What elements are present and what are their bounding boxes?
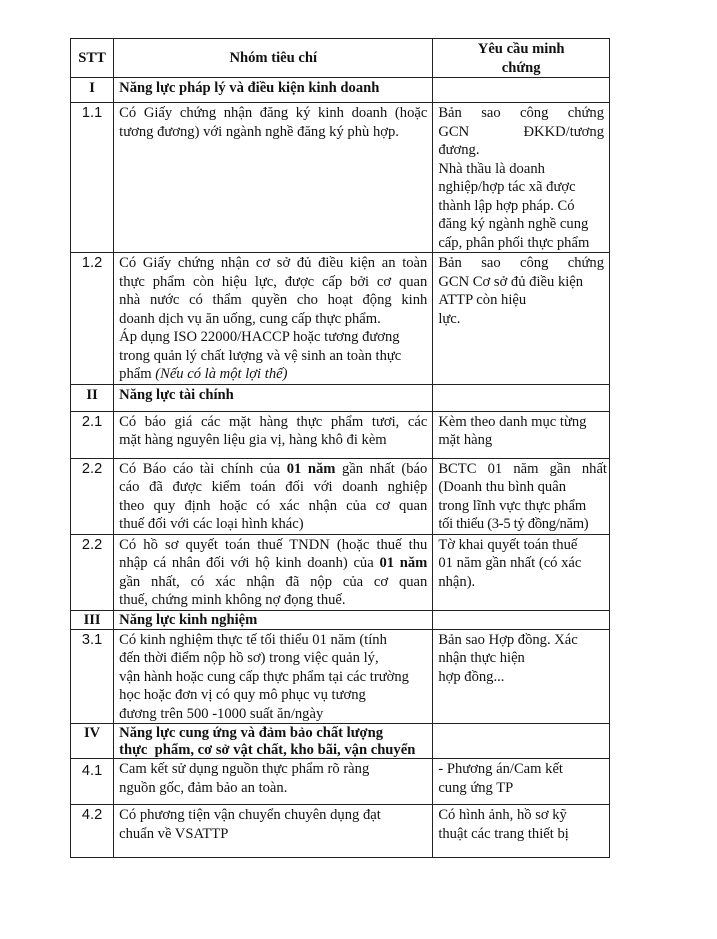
criteria-line: gần nhất, có xác nhận đã nộp của cơ quan — [119, 573, 428, 590]
row-stt: 2.2 — [71, 458, 114, 534]
evidence-line: Có hình ảnh, hồ sơ kỹ — [438, 807, 567, 823]
criteria-line: đến thời điểm nộp hồ sơ) trong việc quản lý, — [119, 650, 379, 666]
table-row — [71, 759, 610, 805]
row-criteria — [114, 458, 433, 534]
row-criteria — [114, 411, 433, 458]
table-row — [71, 534, 610, 610]
evidence-line: hợp đồng... — [438, 668, 505, 685]
row-evidence — [433, 458, 610, 534]
row-criteria — [114, 253, 433, 385]
evidence-line: GCN ĐKKD/tương — [438, 123, 604, 140]
criteria-line: doanh dịch vụ ăn uống, cung cấp thực phẩm. — [119, 310, 381, 327]
criteria-text: Có Báo cáo tài chính của — [119, 460, 287, 477]
evidence-line: nhận). — [438, 573, 476, 590]
row-evidence — [433, 103, 610, 253]
criteria-line: Có kinh nghiệm thực tế tối thiểu 01 năm (tính — [119, 631, 387, 648]
row-stt: 4.2 — [71, 805, 114, 858]
header-group: Nhóm tiêu chí — [114, 39, 433, 78]
section-empty-cell — [433, 724, 610, 759]
criteria-line: thực phẩm còn hiệu lực, được cấp bởi cơ quan — [119, 273, 428, 290]
criteria-line: học hoặc đơn vị có quy mô phục vụ tương — [119, 687, 366, 703]
row-criteria — [114, 103, 433, 253]
criteria-line — [119, 365, 427, 384]
evidence-line: cấp, phân phối thực phẩm — [438, 234, 590, 251]
evidence-line: ATTP còn hiệu — [438, 292, 527, 308]
row-stt: 1.1 — [71, 103, 114, 253]
table-row — [71, 411, 610, 458]
criteria-line: Có Giấy chứng nhận đăng ký kinh doanh (hoặc — [119, 105, 428, 121]
criteria-text: phẩm — [119, 366, 156, 382]
row-stt: 2.1 — [71, 411, 114, 458]
header-requirement — [433, 39, 610, 78]
row-criteria — [114, 759, 433, 805]
section-row — [71, 384, 610, 411]
criteria-line: nguồn gốc, đảm bảo an toàn. — [119, 779, 288, 796]
criteria-line — [119, 554, 427, 573]
criteria-line: Có Giấy chứng nhận cơ sở đủ điều kiện an toàn — [119, 255, 428, 271]
section-title: Năng lực tài chính — [114, 384, 433, 411]
row-criteria — [114, 805, 433, 858]
evidence-line: Bản sao công chứng — [438, 255, 604, 271]
row-stt: 3.1 — [71, 629, 114, 724]
evidence-line: nhận thực hiện — [438, 650, 525, 666]
criteria-line: mặt hàng nguyên liệu gia vị, hàng khô đi kèm — [119, 432, 387, 448]
evidence-line: GCN Cơ sở đủ điều kiện — [438, 273, 584, 290]
section-id: III — [71, 610, 114, 629]
criteria-line: Có báo giá các mặt hàng thực phẩm tươi, các — [119, 413, 428, 430]
evidence-line: tối thiểu (3-5 tỷ đồng/năm) — [438, 516, 589, 532]
criteria-line: cáo đã được kiểm toán đối với doanh nghiệp — [119, 479, 428, 495]
criteria-line: theo quy định hoặc có xác nhận của cơ quan — [119, 497, 428, 514]
section-id: I — [71, 78, 114, 103]
criteria-line: nhà nước có thẩm quyền cho hoạt động kinh — [119, 292, 428, 308]
table-row — [71, 629, 610, 724]
criteria-line: đương trên 500 -1000 suất ăn/ngày — [119, 705, 324, 722]
row-evidence — [433, 629, 610, 724]
evidence-line: Kèm theo danh mục từng — [438, 413, 587, 430]
evidence-line: thuật các trang thiết bị — [438, 825, 569, 842]
section-title: Năng lực pháp lý và điều kiện kinh doanh — [114, 78, 433, 103]
criteria-line: Áp dụng ISO 22000/HACCP hoặc tương đương — [119, 329, 400, 345]
row-evidence — [433, 759, 610, 805]
table-row — [71, 253, 610, 385]
row-stt: 1.2 — [71, 253, 114, 385]
row-evidence — [433, 411, 610, 458]
header-stt: STT — [71, 39, 114, 78]
criteria-bold-text: 01 năm — [379, 555, 428, 571]
evidence-line: 01 năm gần nhất (có xác — [438, 555, 582, 571]
table-row — [71, 103, 610, 253]
criteria-line: Cam kết sử dụng nguồn thực phẩm rõ ràng — [119, 761, 370, 777]
table-row — [71, 805, 610, 858]
criteria-line: thuế đối với các loại hình khác) — [119, 516, 304, 532]
row-evidence — [433, 534, 610, 610]
evidence-line: đương. — [438, 142, 480, 158]
criteria-bold-text: 01 năm — [286, 460, 336, 477]
evidence-line: trong lĩnh vực thực phẩm — [438, 497, 587, 514]
evidence-line: Tờ khai quyết toán thuế — [438, 536, 578, 553]
criteria-line: vận hành hoặc cung cấp thực phẩm tại các trường — [119, 668, 409, 685]
criteria-text: nhập cá nhân đối với hộ kinh doanh) của — [119, 555, 380, 571]
evidence-line: nghiệp/hợp tác xã được — [438, 179, 576, 195]
row-evidence — [433, 805, 610, 858]
criteria-line: trong quản lý chất lượng và vệ sinh an toàn thực — [119, 347, 402, 364]
section-empty-cell — [433, 610, 610, 629]
evidence-line: cung ứng TP — [438, 779, 514, 796]
section-row — [71, 78, 610, 103]
section-title — [114, 724, 433, 759]
row-evidence — [433, 253, 610, 385]
evidence-line: mặt hàng — [438, 432, 493, 448]
section-title: Năng lực kinh nghiệm — [114, 610, 433, 629]
evidence-line: - Phương án/Cam kết — [438, 761, 563, 777]
section-id: II — [71, 384, 114, 411]
evidence-line: BCTC 01 năm gần nhất — [438, 460, 607, 477]
row-stt: 4.1 — [71, 759, 114, 805]
section-row — [71, 724, 610, 759]
row-stt: 2.2 — [71, 534, 114, 610]
section-title-line: thực phẩm, cơ sở vật chất, kho bãi, vận chuyển — [119, 741, 416, 758]
evidence-line: Bản sao Hợp đồng. Xác — [438, 631, 578, 648]
evidence-line: đăng ký ngành nghề cung — [438, 216, 589, 232]
advantage-note: (Nếu có là một lợi thế) — [155, 366, 288, 382]
row-criteria — [114, 629, 433, 724]
criteria-line: chuẩn về VSATTP — [119, 825, 229, 842]
evidence-line: Bản sao công chứng — [438, 105, 604, 121]
criteria-line: Có hồ sơ quyết toán thuế TNDN (hoặc thuế thu — [119, 536, 428, 553]
section-id: IV — [71, 724, 114, 759]
header-requirement-line2: chứng — [501, 59, 541, 76]
section-row — [71, 610, 610, 629]
section-empty-cell — [433, 78, 610, 103]
evidence-line: thành lập hợp pháp. Có — [438, 197, 575, 214]
table-row — [71, 458, 610, 534]
section-empty-cell — [433, 384, 610, 411]
row-criteria — [114, 534, 433, 610]
criteria-table — [70, 38, 610, 858]
criteria-line: tương đương) với ngành nghề đăng ký phù hợp. — [119, 123, 399, 140]
criteria-line: Có phương tiện vận chuyển chuyên dụng đạt — [119, 807, 381, 823]
header-requirement-line1: Yêu cầu minh — [477, 41, 565, 57]
criteria-line: thuế, chứng minh không nợ đọng thuế. — [119, 592, 346, 608]
evidence-line: (Doanh thu bình quân — [438, 479, 567, 495]
criteria-text: gần nhất (báo — [335, 460, 428, 477]
section-title-line: Năng lực cung ứng và đảm bảo chất lượng — [119, 725, 383, 741]
table-header-row — [71, 39, 610, 78]
evidence-line: lực. — [438, 310, 461, 327]
criteria-line — [119, 460, 427, 479]
evidence-line: Nhà thầu là doanh — [438, 160, 545, 177]
